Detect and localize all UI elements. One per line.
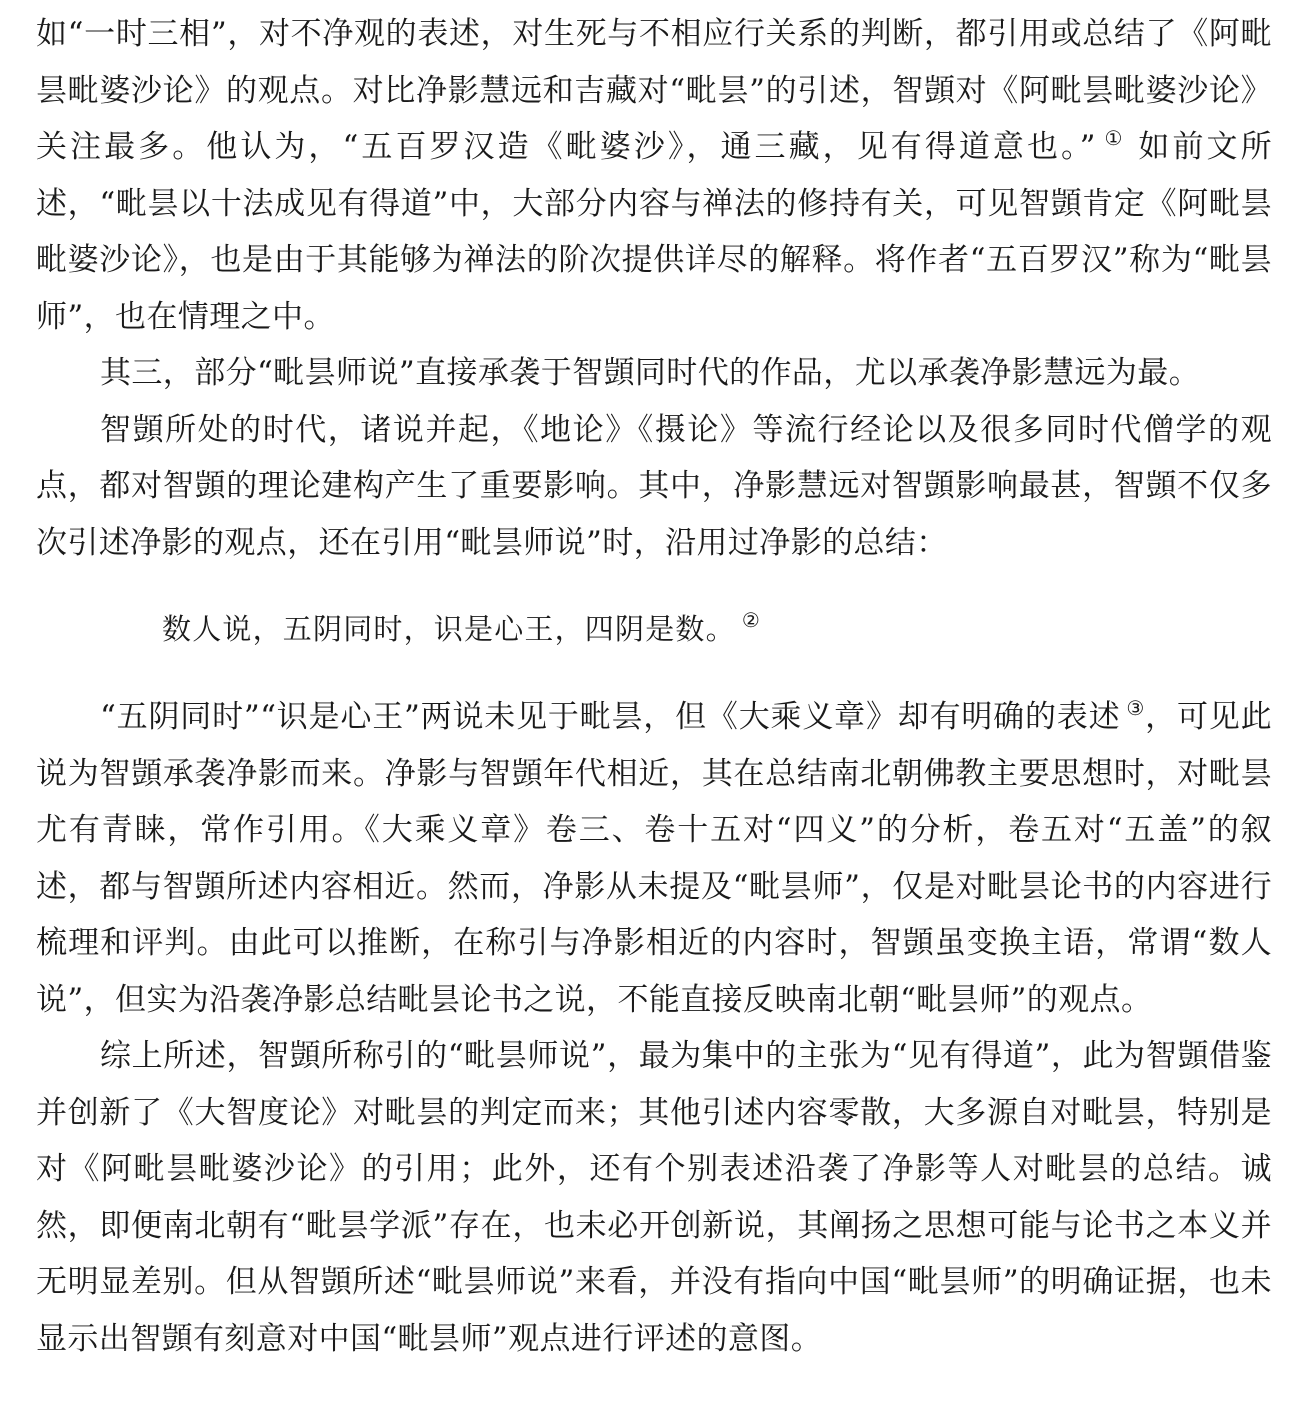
paragraph-4-text-b: ，可见此说为智顗承袭净影而来。净影与智顗年代相近，其在总结南北朝佛教主要思想时，对毗昙尤有青睐，常作引用。《大乘义章》卷三、卷十五对“四义”的分析，卷五对“五盖”的叙述，都与智顗所述内容相近。然而，净影从未提及“毗昙师”，仅是对毗昙论书的内容进行梳理和评判。由此可以推断，在称引与净影相近的内容时，智顗虽变换主语，常谓“数人说”，但实为沿袭净影总结毗昙论书之说，不能直接反映南北朝“毗昙师”的观点。 (36, 699, 1272, 1018)
paragraph-5: 综上所述，智顗所称引的“毗昙师说”，最为集中的主张为“见有得道”，此为智顗借鉴并创新了《大智度论》对毗昙的判定而来；其他引述内容零散，大多源自对毗昙，特别是对《阿毗昙毗婆沙论》的引用；此外，还有个别表述沿袭了净影等人对毗昙的总结。诚然，即便南北朝有“毗昙学派”存在，也未必开创新说，其阐扬之思想可能与论书之本义并无明显差别。但从智顗所述“毗昙师说”来看，并没有指向中国“毗昙师”的明确证据，也未显示出智顗有刻意对中国“毗昙师”观点进行评述的意图。 (36, 1038, 1272, 1357)
footnote-marker-3: ③ (1126, 696, 1146, 720)
footnote-marker-2: ② (741, 608, 761, 632)
document-page (36, 6, 1272, 1367)
block-quote (36, 601, 1272, 657)
paragraph-4-text-a: “五阴同时”“识是心王”两说未见于毗昙，但《大乘义章》却有明确的表述 (100, 699, 1121, 735)
paragraph-3: 智顗所处的时代，诸说并起，《地论》《摄论》等流行经论以及很多同时代僧学的观点，都对智顗的理论建构产生了重要影响。其中，净影慧远对智顗影响最甚，智顗不仅多次引述净影的观点，还在引用“毗昙师说”时，沿用过净影的总结： (36, 411, 1272, 561)
paragraph-1 (36, 6, 1272, 345)
block-quote-text: 数人说，五阴同时，识是心王，四阴是数。 (162, 612, 736, 646)
paragraph-4 (36, 689, 1272, 1028)
paragraph-1-text-b: 如前文所述，“毗昙以十法成见有得道”中，大部分内容与禅法的修持有关，可见智顗肯定《阿毗昙毗婆沙论》，也是由于其能够为禅法的阶次提供详尽的解释。将作者“五百罗汉”称为“毗昙师”，也在情理之中。 (36, 129, 1272, 335)
paragraph-2: 其三，部分“毗昙师说”直接承袭于智顗同时代的作品，尤以承袭净影慧远为最。 (100, 355, 1201, 391)
paragraph-1-text-a: 如“一时三相”，对不净观的表述，对生死与不相应行关系的判断，都引用或总结了《阿毗昙毗婆沙论》的观点。对比净影慧远和吉藏对“毗昙”的引述，智顗对《阿毗昙毗婆沙论》关注最多。他认为，“五百罗汉造《毗婆沙》，通三藏，见有得道意也。” (36, 16, 1272, 165)
footnote-marker-1: ① (1101, 126, 1126, 150)
